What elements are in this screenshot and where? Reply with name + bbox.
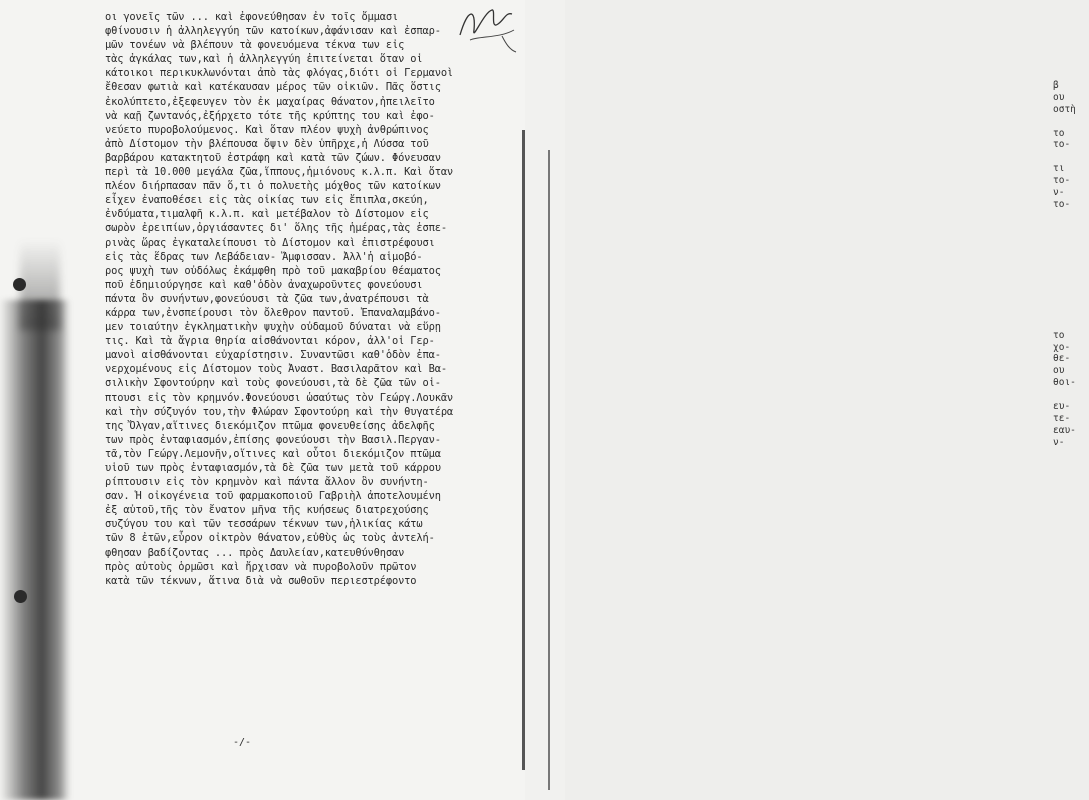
underlying-sheet-fragment: [1053, 246, 1089, 258]
underlying-sheet-text: [1053, 80, 1089, 449]
underlying-sheet-fragment: το: [1053, 127, 1065, 139]
punch-hole-top: [13, 278, 26, 291]
text-line: βαρβάρου κατακτητοῦ ἐστράφη καὶ κατὰ τῶν ζώων. Φόνευσαν: [105, 151, 441, 164]
text-line: τις. Καὶ τὰ ἄγρια θηρία αἰσθάνονται κόρον, ἀλλ'οἱ Γερ-: [105, 335, 435, 348]
underlying-sheet-fragment: τε-: [1053, 412, 1071, 424]
page-number: -/-: [233, 737, 252, 748]
text-line: εἰς τὰς ἕδρας των Λεβάδειαν- Ἄμφισσαν. Ἀλλ'ἡ αἱμοβό-: [105, 250, 423, 263]
underlying-sheet-fragment: ου: [1053, 91, 1065, 103]
text-line: της Ὄλγαν,αἵτινες διεκόμιζον πτῶμα φονευθείσης ἀδελφῆς: [105, 419, 435, 432]
text-line: ἐξ αὐτοῦ,τῆς τὸν ἔνατον μῆνα τῆς κυήσεως διατρεχούσης: [105, 504, 429, 517]
text-line: ρίπτουσιν εἰς τὸν κρημνὸν καὶ πάντα ἄλλον ὃν συνήντη-: [105, 476, 429, 489]
text-line: ρινὰς ὥρας ἐγκαταλείπουσι τὸ Δίστομον καὶ ἐπιστρέφουσι: [105, 236, 435, 249]
text-line: σωρὸν ἐρειπίων,ὀργιάσαντες δι' ὅλης τῆς ἡμέρας,τὰς ἑσπε-: [105, 222, 447, 235]
punch-hole-bottom: [14, 590, 27, 603]
underlying-sheet-fragment: [1053, 223, 1089, 235]
text-line: πτουσι εἰς τὸν κρημνόν.Φονεύουσι ὡσαύτως τὸν Γεώργ.Λουκᾶν: [105, 391, 454, 404]
text-line: φθησαν βαδίζοντας ... πρὸς Δαυλείαν,κατευθύνθησαν: [105, 546, 405, 559]
text-line: νερχομένους εἰς Δίστομον τοὺς Ἀναστ. Βασιλαρᾶτον καὶ Βα-: [105, 363, 447, 376]
underlying-sheet-fragment: χο-: [1053, 341, 1071, 353]
text-line: μῶν τονέων νὰ βλέπουν τὰ φονευόμενα τέκνα των εἰς: [105, 39, 405, 52]
underlying-sheet-fragment: [1053, 270, 1089, 282]
text-line: τᾶ,τὸν Γεώργ.Λεμονῆν,οἵτινες καὶ οὗτοι διεκόμιζον πτῶμα: [105, 447, 441, 460]
underlying-sheet-fragment: [1053, 282, 1089, 294]
underlying-sheet-fragment: το-: [1053, 139, 1071, 151]
underlying-sheet-fragment: [1053, 211, 1089, 223]
text-line: φθίνουσιν ἡ ἀλληλεγγύη τῶν κατοίκων,ἀφάνισαν καὶ ἐσπαρ-: [105, 25, 441, 38]
underlying-sheet-fragment: θοι-: [1053, 377, 1076, 389]
text-line: περὶ τὰ 10.000 μεγάλα ζῶα,ἵππους,ἡμιόνους κ.λ.π. Καὶ ὅταν: [105, 166, 454, 179]
text-line: εἶχεν ἐναποθέσει εἰς τὰς οἰκίας των εἰς ἔπιπλα,σκεύη,: [105, 194, 429, 207]
text-line: ἔθεσαν φωτιὰ καὶ κατέκαυσαν μέρος τῶν οἰκιῶν. Πᾶς ὅστις: [105, 81, 441, 94]
text-line: πλέον διήρπασαν πᾶν ὅ,τι ὁ πολυετὴς μόχθος τῶν κατοίκων: [105, 180, 441, 193]
underlying-sheet-fragment: θε-: [1053, 353, 1071, 365]
underlying-sheet-fragment: εαυ-: [1053, 424, 1076, 436]
text-line: των πρὸς ἐνταφιασμόν,ἐπίσης φονεύουσι τὴν Βασιλ.Περγαν-: [105, 433, 441, 446]
underlying-sheet-fragment: β: [1053, 80, 1059, 91]
underlying-sheet-fragment: [1053, 151, 1089, 163]
text-line: νεύετο πυροβολούμενος. Καὶ ὅταν πλέον ψυχὴ ἀνθρώπινος: [105, 123, 429, 136]
text-line: πάντα ὃν συνήντων,φονεύουσι τὰ ζῶα των,ἀνατρέπουσι τὰ: [105, 292, 429, 305]
underlying-sheet: [525, 0, 1076, 800]
underlying-sheet-fragment: το-: [1053, 198, 1071, 210]
text-line: οι γονεῖς τῶν ... καὶ ἐφονεύθησαν ἐν τοῖς ὄμμασι: [105, 11, 399, 23]
underlying-sheet-fragment: ευ-: [1053, 401, 1071, 413]
text-line: καὶ τὴν σύζυγόν του,τὴν Φλώραν Σφοντούρη καὶ τὴν θυγατέρα: [105, 405, 454, 418]
underlying-sheet-fragment: [1053, 258, 1089, 270]
underlying-sheet-fragment: ν-: [1053, 187, 1065, 199]
text-line: ποῦ ἐδημιούργησε καὶ καθ'ὁδὸν ἀναχωροῦντες φονεύουσι: [105, 278, 423, 291]
text-line: συζύγου του καὶ τῶν τεσσάρων τέκνων των,ἡλικίας κάτω: [105, 518, 423, 531]
text-line: κάτοικοι περικυκλωνόνται ἀπὸ τὰς φλόγας,διότι οἱ Γερμανοὶ: [105, 67, 454, 80]
underlying-sheet-fragment: ν-: [1053, 436, 1065, 448]
text-line: κατὰ τῶν τέκνων, ἅτινα διὰ νὰ σωθοῦν περιεστρέφοντο: [105, 574, 417, 587]
text-line: νὰ καῇ ζωντανός,ἐξήρχετο τότε τῆς κρύπτης του καὶ ἐφο-: [105, 109, 435, 122]
text-line: ἐκολύπτετο,ἐξεφευγεν τὸν ἐκ μαχαίρας θάνατον,ἠπειλεῖτο: [105, 95, 435, 108]
text-line: μανοὶ αἰσθάνονται εὐχαρίστησιν. Συναντῶσι καθ'ὁδὸν ἐπα-: [105, 349, 441, 362]
text-line: ρος ψυχὴ των οὐδόλως ἐκάμφθη πρὸ τοῦ μακαβρίου θέαματος: [105, 264, 441, 277]
sheet-edge-inner: [548, 150, 550, 790]
text-line: μεν τοιαύτην ἐγκληματικὴν ψυχὴν οὐδαμοῦ δύναται νὰ εὕρῃ: [105, 321, 441, 334]
underlying-sheet-fragment: [1053, 306, 1089, 318]
text-line: τὰς ἀγκάλας των,καὶ ἡ ἀλληλεγγύη ἐπιτείνεται ὅταν οἱ: [105, 53, 423, 66]
underlying-sheet-fragment: [1053, 116, 1089, 128]
text-line: υἱοῦ των πρὸς ἐνταφιασμόν,τὰ δὲ ζῶα των μετὰ τοῦ κάρρου: [105, 462, 441, 474]
underlying-sheet-fragment: το: [1053, 329, 1065, 341]
underlying-sheet-fragment: [1053, 294, 1089, 306]
underlying-sheet-fragment: οστὴ: [1053, 103, 1076, 115]
underlying-sheet-fragment: [1053, 235, 1089, 247]
sheet-edge: [522, 130, 525, 770]
underlying-sheet-fragment: [1053, 318, 1089, 330]
typed-text-body: [105, 10, 520, 588]
text-line: ἐνδύματα,τιμαλφῆ κ.λ.π. καὶ μετέβαλον τὸ Δίστομον εἰς: [105, 208, 429, 221]
text-line: τῶν 8 ἐτῶν,εὗρον οἰκτρὸν θάνατον,εὐθὺς ὡς τοὺς ἀντελή-: [105, 532, 435, 545]
text-line: ἀπὸ Δίστομον τὴν βλέπουσα ὄψιν δὲν ὑπῆρχε,ἡ Λύσσα τοῦ: [105, 137, 429, 150]
underlying-sheet-fragment: το-: [1053, 175, 1071, 187]
text-line: κάρρα των,ἐνσπείρουσι τὸν ὄλεθρον παντοῦ. Ἐπαναλαμβάνο-: [105, 306, 441, 319]
underlying-sheet-fragment: ου: [1053, 365, 1065, 377]
text-line: σιλικὴν Σφοντούρην καὶ τοὺς φονεύουσι,τὰ δὲ ζῶα τῶν οἱ-: [105, 377, 441, 390]
text-line: πρὸς αὐτοὺς ὁρμῶσι καὶ ἤρχισαν νὰ πυροβολοῦν πρῶτον: [105, 560, 417, 573]
underlying-sheet-fragment: [1053, 389, 1089, 401]
scan-shadow: [0, 300, 70, 800]
underlying-sheet-fragment: τι: [1053, 163, 1065, 175]
text-line: σαν. Ἡ οἰκογένεια τοῦ φαρμακοποιοῦ Γαβριὴλ ἀποτελουμένη: [105, 490, 441, 503]
